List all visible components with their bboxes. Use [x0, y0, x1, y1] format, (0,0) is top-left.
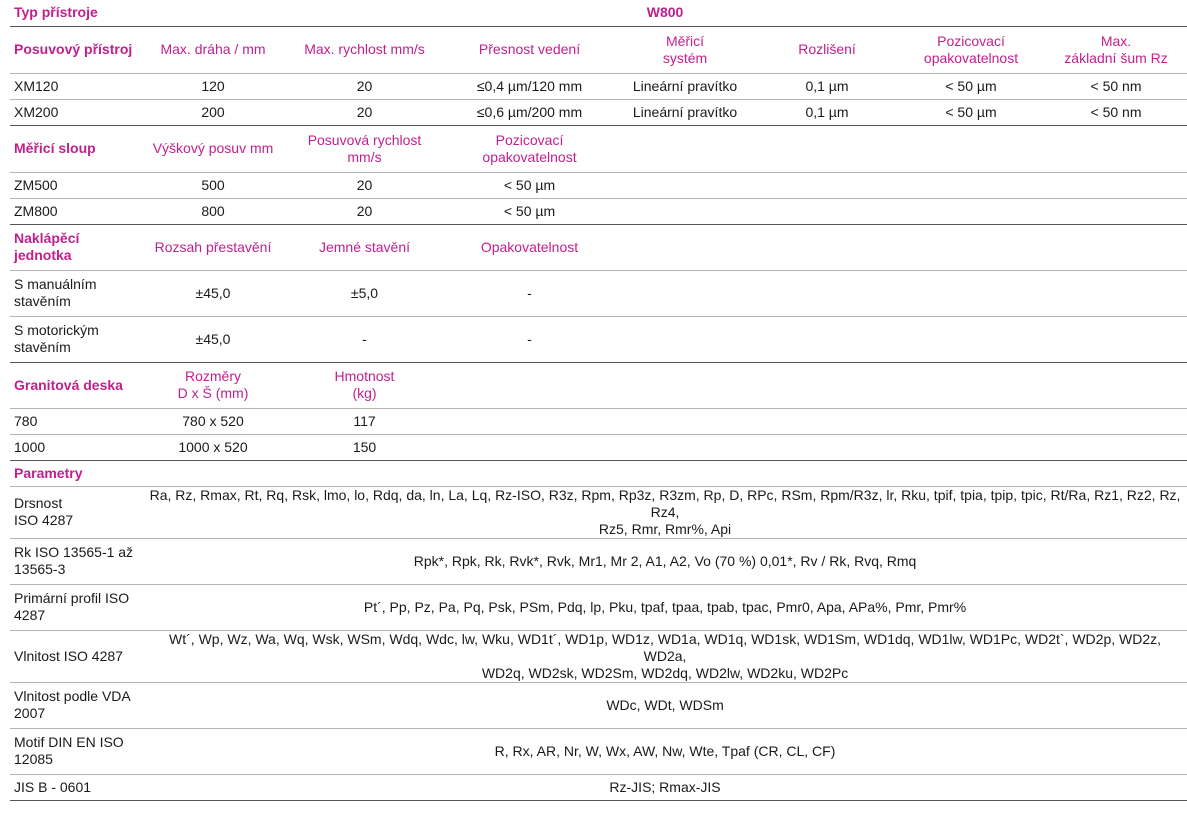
col-header: Posuvový přístroj	[10, 26, 143, 73]
param-label: Primární profil ISO 4287	[10, 584, 143, 630]
table-cell: ≤0,6 µm/200 mm	[446, 99, 613, 125]
table-row	[10, 584, 1187, 630]
col-header: Pozicovací opakovatelnost	[897, 26, 1045, 73]
col-header: Pozicovací opakovatelnost	[446, 125, 613, 172]
col-header: Opakovatelnost	[446, 224, 613, 270]
table-cell: 500	[143, 172, 283, 198]
table-cell: 20	[283, 198, 446, 224]
param-label: Motif DIN EN ISO 12085	[10, 728, 143, 774]
table-row	[10, 73, 1187, 99]
table-cell: ±45,0	[143, 316, 283, 362]
col-header: Max. rychlost mm/s	[283, 26, 446, 73]
col-header: Jemné stavění	[283, 224, 446, 270]
table-cell: ZM500	[10, 172, 143, 198]
table-row	[10, 270, 1187, 316]
table-cell: ≤0,4 µm/120 mm	[446, 73, 613, 99]
table-row	[10, 630, 1187, 682]
col-header: Rozměry D x Š (mm)	[143, 362, 283, 408]
table-cell: Lineární pravítko	[613, 99, 757, 125]
col-header: Hmotnost (kg)	[283, 362, 446, 408]
param-label: Vlnitost podle VDA 2007	[10, 682, 143, 728]
col-header: Posuvová rychlost mm/s	[283, 125, 446, 172]
table-cell: 20	[283, 99, 446, 125]
col-header: Měřicí sloup	[10, 125, 143, 172]
table-cell: 0,1 µm	[757, 73, 897, 99]
table-cell: < 50 µm	[897, 99, 1045, 125]
sloup-header-row	[10, 125, 1187, 172]
param-label: Drsnost ISO 4287	[10, 486, 143, 538]
col-header: Rozsah přestavění	[143, 224, 283, 270]
param-value: WDc, WDt, WDSm	[143, 682, 1187, 728]
table-cell: 780	[10, 408, 143, 434]
param-value: Wt´, Wp, Wz, Wa, Wq, Wsk, WSm, Wdq, Wdc, lw, Wku, WD1t´, WD1p, WD1z, WD1a, WD1q, WD1sk, WD1Sm, WD1dq, WD1lw, WD1Pc, WD2t`, WD2p, WD2z, WD2a, WD2q, WD2sk, WD2Sm, WD2dq, WD2lw, WD2ku, WD2Pc	[143, 630, 1187, 682]
table-cell: S manuálním stavěním	[10, 270, 143, 316]
table-cell: 120	[143, 73, 283, 99]
param-label: JIS B - 0601	[10, 774, 143, 800]
title-row	[10, 0, 1187, 26]
param-value: R, Rx, AR, Nr, W, Wx, AW, Nw, Wte, Tpaf (CR, CL, CF)	[143, 728, 1187, 774]
table-row	[10, 486, 1187, 538]
table-cell: -	[446, 270, 613, 316]
table-row	[10, 538, 1187, 584]
device-type-label: Typ přístroje	[10, 0, 143, 26]
table-row	[10, 198, 1187, 224]
param-label: Rk ISO 13565-1 až 13565-3	[10, 538, 143, 584]
table-cell: < 50 µm	[897, 73, 1045, 99]
deska-header-row	[10, 362, 1187, 408]
table-row	[10, 682, 1187, 728]
param-value: Rpk*, Rpk, Rk, Rvk*, Rvk, Mr1, Mr 2, A1, A2, Vo (70 %) 0,01*, Rv / Rk, Rvq, Rmq	[143, 538, 1187, 584]
col-header: Výškový posuv mm	[143, 125, 283, 172]
table-cell: 800	[143, 198, 283, 224]
table-cell: 780 x 520	[143, 408, 283, 434]
col-header: Max. základní šum Rz	[1045, 26, 1187, 73]
table-cell: 150	[283, 434, 446, 460]
table-row	[10, 99, 1187, 125]
posuv-header-row	[10, 26, 1187, 73]
table-cell: < 50 nm	[1045, 73, 1187, 99]
table-row	[10, 774, 1187, 800]
table-cell: < 50 µm	[446, 172, 613, 198]
param-label: Vlnitost ISO 4287	[10, 630, 143, 682]
table-cell: -	[446, 316, 613, 362]
table-cell: -	[283, 316, 446, 362]
table-cell: 1000	[10, 434, 143, 460]
param-value: Pt´, Pp, Pz, Pa, Pq, Psk, PSm, Pdq, lp, Pku, tpaf, tpaa, tpab, tpac, Pmr0, Apa, APa%, Pmr, Pmr%	[143, 584, 1187, 630]
param-value: Ra, Rz, Rmax, Rt, Rq, Rsk, lmo, lo, Rdq, da, ln, La, Lq, Rz-ISO, R3z, Rpm, Rp3z, R3zm, Rp, D, RPc, RSm, Rpm/R3z, lr, Rku, tpif, tpia, tpip, tpic, Rt/Ra, Rz1, Rz2, Rz, Rz4, Rz5, Rmr, Rmr%, Api	[143, 486, 1187, 538]
col-header: Naklápěcí jednotka	[10, 224, 143, 270]
col-header: Rozlišení	[757, 26, 897, 73]
table-row	[10, 434, 1187, 460]
col-header: Max. dráha / mm	[143, 26, 283, 73]
section-header: Parametry	[10, 460, 143, 486]
spec-table	[10, 0, 1187, 801]
table-cell: 117	[283, 408, 446, 434]
table-cell: XM200	[10, 99, 143, 125]
table-cell: 20	[283, 73, 446, 99]
model-name: W800	[143, 0, 1187, 26]
parametry-header-row	[10, 460, 1187, 486]
table-cell: ±5,0	[283, 270, 446, 316]
table-cell: 20	[283, 172, 446, 198]
table-cell: Lineární pravítko	[613, 73, 757, 99]
table-row	[10, 408, 1187, 434]
table-row	[10, 316, 1187, 362]
table-cell: 200	[143, 99, 283, 125]
naklapeci-header-row	[10, 224, 1187, 270]
table-row	[10, 172, 1187, 198]
table-cell: ZM800	[10, 198, 143, 224]
table-cell: 1000 x 520	[143, 434, 283, 460]
table-cell: XM120	[10, 73, 143, 99]
table-cell: ±45,0	[143, 270, 283, 316]
col-header: Granitová deska	[10, 362, 143, 408]
col-header: Přesnost vedení	[446, 26, 613, 73]
table-cell: < 50 µm	[446, 198, 613, 224]
col-header: Měřicí systém	[613, 26, 757, 73]
table-cell: < 50 nm	[1045, 99, 1187, 125]
table-cell: S motorickým stavěním	[10, 316, 143, 362]
table-cell: 0,1 µm	[757, 99, 897, 125]
table-row	[10, 728, 1187, 774]
param-value: Rz-JIS; Rmax-JIS	[143, 774, 1187, 800]
